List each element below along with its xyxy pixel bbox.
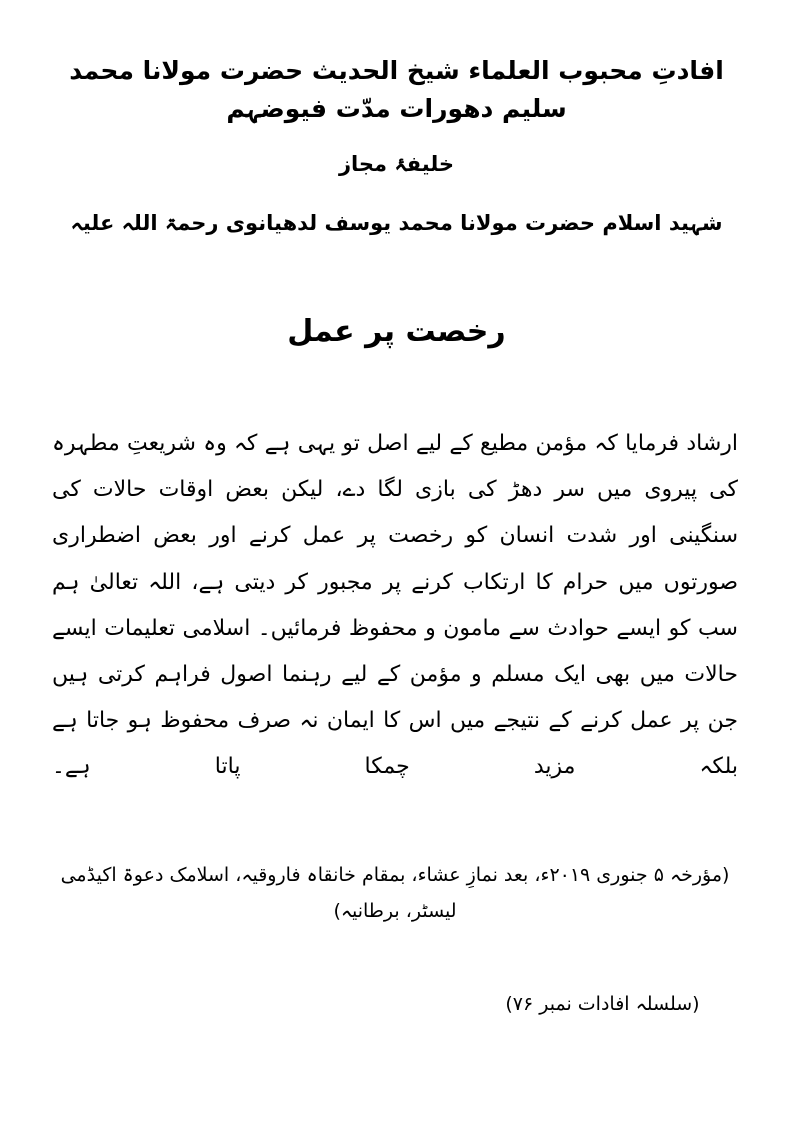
header-line-2: خلیفۂ مجاز [338,152,455,176]
footnote-source-text: (مؤرخہ ۵ جنوری ۲۰۱۹ء، بعد نمازِ عشاء، بمقام خانقاہ فاروقیہ، اسلامک دعوۃ اکیڈمی لیسٹر، برطانیہ) [60,863,730,922]
body-text-block [0,421,793,791]
body-paragraph: ارشاد فرمایا کہ مؤمن مطیع کے لیے اصل تو یہی ہے کہ وہ شریعتِ مطہرہ کی پیروی میں سر دھڑ کی بازی لگا دے، لیکن بعض اوقات حالات کی سنگینی اور شدت انسان کو رخصت پر عمل کرنے اور بعض اضطراری صورتوں میں حرام کا ارتکاب کرنے پر مجبور کر دیتی ہے، اللہ تعالیٰ ہم سب کو ایسے حوادث سے مامون و محفوظ فرمائیں۔ اسلامی تعلیمات ایسے حالات میں بھی ایک مسلم و مؤمن کے لیے رہنما اصول فراہم کرتی ہیں جن پر عمل کرنے کے نتیجے میں اس کا ایمان نہ صرف محفوظ ہو جاتا ہے بلکہ مزید چمکا پاتا ہے۔ [52,431,738,780]
footnote-series [0,987,793,1021]
document-header [0,0,793,240]
page-title: رخصت پر عمل [287,314,506,350]
header-line-3: شہید اسلام حضرت مولانا محمد یوسف لدھیانوی رحمۃ اللہ علیہ [70,210,723,235]
footnote-source [0,857,793,929]
header-line-1: افادتِ محبوب العلماء شیخ الحدیث حضرت مولانا محمد سلیم دھورات مدّت فیوضہم [69,56,724,123]
footnote-series-text: (سلسلہ افادات نمبر ۷۶) [505,992,700,1015]
